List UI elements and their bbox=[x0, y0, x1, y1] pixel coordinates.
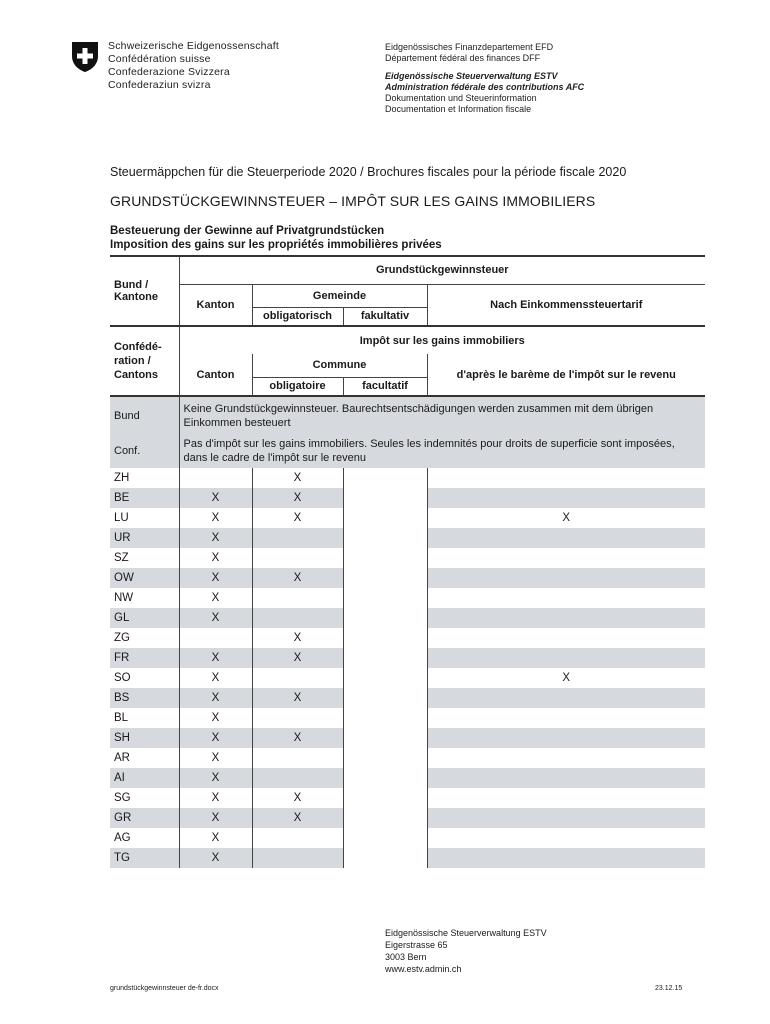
tax-table bbox=[110, 255, 705, 868]
oblig-cell bbox=[252, 588, 343, 608]
table-row bbox=[110, 568, 705, 588]
oblig-cell: X bbox=[252, 468, 343, 488]
kanton-cell: X bbox=[179, 528, 252, 548]
footer-address: Eidgenössische Steuerverwaltung ESTV Eigerstrasse 65 3003 Bern www.estv.admin.ch bbox=[385, 928, 547, 974]
row-header-fr: Confédé-ration / Cantons bbox=[110, 326, 179, 396]
kanton-cell: X bbox=[179, 848, 252, 868]
tarif-cell bbox=[427, 488, 705, 508]
kanton-header-de: Kanton bbox=[179, 284, 252, 326]
kanton-cell: X bbox=[179, 768, 252, 788]
kanton-cell: X bbox=[179, 548, 252, 568]
fakult-cell bbox=[343, 788, 427, 808]
tarif-cell bbox=[427, 568, 705, 588]
table-row bbox=[110, 588, 705, 608]
row-label: ZH bbox=[114, 472, 130, 484]
fakult-header-de: fakultativ bbox=[343, 307, 427, 326]
tarif-cell bbox=[427, 588, 705, 608]
row-label: GL bbox=[110, 608, 179, 628]
fakult-cell bbox=[343, 588, 427, 608]
row-label: BS bbox=[110, 688, 179, 708]
brochure-subtitle: Steuermäppchen für die Steuerperiode 2020 / Brochures fiscales pour la période fiscale 2020 bbox=[110, 165, 627, 179]
fakult-cell bbox=[343, 648, 427, 668]
table-row bbox=[110, 528, 705, 548]
fakult-cell bbox=[343, 708, 427, 728]
oblig-cell bbox=[252, 708, 343, 728]
row-label: AI bbox=[110, 768, 179, 788]
oblig-cell: X bbox=[252, 808, 343, 828]
tarif-cell bbox=[427, 528, 705, 548]
fakult-header-fr: facultatif bbox=[343, 377, 427, 396]
oblig-header-fr: obligatoire bbox=[252, 377, 343, 396]
fakult-cell bbox=[343, 728, 427, 748]
table-row bbox=[110, 728, 705, 748]
table-row bbox=[110, 708, 705, 728]
section-title: Besteuerung der Gewinne auf Privatgrundstücken Imposition des gains sur les propriétés immobilières privées bbox=[110, 225, 442, 251]
oblig-cell bbox=[252, 608, 343, 628]
oblig-cell: X bbox=[252, 688, 343, 708]
department-block: Eidgenössisches Finanzdepartement EFD Département fédéral des finances DFF Eidgenössische Steuerverwaltung ESTV Administration fédérale des contributions AFC Dokumentation und Steuerinformation Documentation et Information fiscale bbox=[385, 42, 585, 114]
swiss-crest-icon bbox=[70, 40, 100, 74]
fakult-cell bbox=[343, 848, 427, 868]
row-label: SO bbox=[114, 672, 131, 684]
table-row bbox=[110, 548, 705, 568]
oblig-cell bbox=[252, 848, 343, 868]
fakult-cell bbox=[343, 828, 427, 848]
table-row-bund bbox=[110, 396, 705, 434]
kanton-cell: X bbox=[179, 728, 252, 748]
row-label: Conf. bbox=[110, 434, 179, 468]
bund-note: Keine Grundstückgewinnsteuer. Baurechtsentschädigungen werden zusammen mit dem übrigen Einkommen besteuert bbox=[179, 396, 705, 434]
fakult-cell bbox=[343, 748, 427, 768]
fakult-cell bbox=[343, 608, 427, 628]
row-label: FR bbox=[110, 648, 179, 668]
kanton-cell: X bbox=[179, 608, 252, 628]
row-label: Bund bbox=[110, 396, 179, 434]
oblig-cell: X bbox=[252, 728, 343, 748]
row-label: LU bbox=[114, 512, 129, 524]
table-row bbox=[110, 748, 705, 768]
table-row bbox=[110, 668, 705, 688]
kanton-cell: X bbox=[179, 748, 252, 768]
fakult-cell bbox=[343, 688, 427, 708]
fakult-cell bbox=[343, 528, 427, 548]
tarif-cell: X bbox=[427, 508, 705, 528]
kanton-cell bbox=[179, 468, 252, 488]
tarif-cell bbox=[427, 748, 705, 768]
kanton-cell: X bbox=[179, 568, 252, 588]
row-label: GR bbox=[110, 808, 179, 828]
kanton-cell: X bbox=[179, 668, 252, 688]
tarif-header-de: Nach Einkommenssteuertarif bbox=[427, 284, 705, 326]
table-row bbox=[110, 628, 705, 648]
row-label: TG bbox=[110, 848, 179, 868]
row-label: AR bbox=[114, 752, 130, 764]
table-row bbox=[110, 608, 705, 628]
page-title: GRUNDSTÜCKGEWINNSTEUER – IMPÔT SUR LES GAINS IMMOBILIERS bbox=[110, 193, 596, 209]
fakult-cell bbox=[343, 488, 427, 508]
gemeinde-header-de: Gemeinde bbox=[252, 284, 427, 307]
tarif-cell bbox=[427, 788, 705, 808]
fakult-cell bbox=[343, 508, 427, 528]
kanton-cell: X bbox=[179, 488, 252, 508]
oblig-cell: X bbox=[252, 788, 343, 808]
table-row bbox=[110, 788, 705, 808]
fakult-cell bbox=[343, 468, 427, 488]
fakult-cell bbox=[343, 768, 427, 788]
tarif-cell bbox=[427, 728, 705, 748]
tarif-cell bbox=[427, 628, 705, 648]
row-label: BL bbox=[114, 712, 129, 724]
tarif-cell bbox=[427, 808, 705, 828]
row-label: NW bbox=[114, 592, 134, 604]
tarif-cell bbox=[427, 848, 705, 868]
oblig-cell: X bbox=[252, 488, 343, 508]
tarif-cell bbox=[427, 468, 705, 488]
group-header-fr: Impôt sur les gains immobiliers bbox=[179, 326, 705, 354]
fakult-cell bbox=[343, 628, 427, 648]
table-row bbox=[110, 848, 705, 868]
fakult-cell bbox=[343, 808, 427, 828]
table-row bbox=[110, 828, 705, 848]
oblig-header-de: obligatorisch bbox=[252, 307, 343, 326]
table-row bbox=[110, 768, 705, 788]
row-label: SG bbox=[114, 792, 131, 804]
tarif-cell: X bbox=[427, 668, 705, 688]
oblig-cell: X bbox=[252, 568, 343, 588]
table-row bbox=[110, 808, 705, 828]
row-label: UR bbox=[110, 528, 179, 548]
oblig-cell bbox=[252, 828, 343, 848]
kanton-cell: X bbox=[179, 648, 252, 668]
tarif-cell bbox=[427, 708, 705, 728]
kanton-cell: X bbox=[179, 828, 252, 848]
tarif-cell bbox=[427, 688, 705, 708]
fakult-cell bbox=[343, 668, 427, 688]
footer-filename: grundstückgewinnsteuer de-fr.docx bbox=[110, 985, 219, 992]
row-header-de: Bund / Kantone bbox=[110, 256, 179, 326]
tarif-header-fr: d'après le barème de l'impôt sur le revenu bbox=[427, 354, 705, 396]
kanton-header-fr: Canton bbox=[179, 354, 252, 396]
row-label: SZ bbox=[114, 552, 129, 564]
oblig-cell: X bbox=[252, 648, 343, 668]
gemeinde-header-fr: Commune bbox=[252, 354, 427, 377]
table-row-conf bbox=[110, 434, 705, 468]
fakult-cell bbox=[343, 548, 427, 568]
table-row bbox=[110, 488, 705, 508]
conf-note: Pas d'impôt sur les gains immobiliers. Seules les indemnités pour droits de superficie sont imposées, dans le cadre de l'impôt sur le revenu bbox=[179, 434, 705, 468]
group-header-de: Grundstückgewinnsteuer bbox=[179, 256, 705, 284]
row-label: BE bbox=[110, 488, 179, 508]
oblig-cell bbox=[252, 768, 343, 788]
table-row bbox=[110, 468, 705, 488]
kanton-cell: X bbox=[179, 808, 252, 828]
confederation-names: Schweizerische Eidgenossenschaft Confédération suisse Confederazione Svizzera Confederaziun svizra bbox=[108, 40, 279, 91]
tarif-cell bbox=[427, 548, 705, 568]
oblig-cell: X bbox=[252, 628, 343, 648]
kanton-cell: X bbox=[179, 708, 252, 728]
table-row bbox=[110, 648, 705, 668]
oblig-cell bbox=[252, 528, 343, 548]
oblig-cell bbox=[252, 548, 343, 568]
row-label: AG bbox=[114, 832, 131, 844]
footer-date: 23.12.15 bbox=[655, 985, 683, 992]
kanton-cell: X bbox=[179, 788, 252, 808]
tarif-cell bbox=[427, 608, 705, 628]
table-row bbox=[110, 508, 705, 528]
kanton-cell: X bbox=[179, 588, 252, 608]
oblig-cell: X bbox=[252, 508, 343, 528]
oblig-cell bbox=[252, 748, 343, 768]
oblig-cell bbox=[252, 668, 343, 688]
row-label: OW bbox=[110, 568, 179, 588]
table-row bbox=[110, 688, 705, 708]
row-label: SH bbox=[110, 728, 179, 748]
fakult-cell bbox=[343, 568, 427, 588]
kanton-cell: X bbox=[179, 688, 252, 708]
tarif-cell bbox=[427, 828, 705, 848]
kanton-cell: X bbox=[179, 508, 252, 528]
tarif-cell bbox=[427, 648, 705, 668]
kanton-cell bbox=[179, 628, 252, 648]
row-label: ZG bbox=[114, 632, 130, 644]
tarif-cell bbox=[427, 768, 705, 788]
